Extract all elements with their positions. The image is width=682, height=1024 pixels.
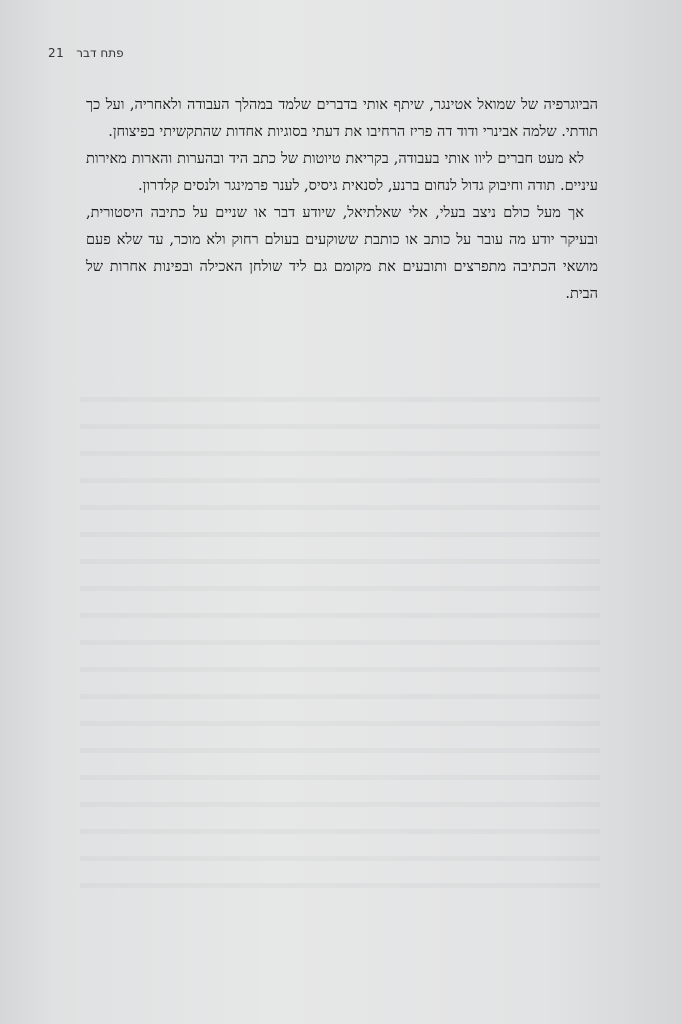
paragraph-1: הביוגרפיה של שמואל אטינגר, שיתף אותי בדברים שלמד במהלך העבודה ולאחריה, ועל כך תודתי. שלמה אבינרי ודוד דה פריז הרחיבו את דעתי בסוגיות אחדות שהתקשיתי בפיצוחן.: [86, 97, 598, 140]
running-title: פתח דבר: [76, 46, 124, 60]
paragraph-2: לא מעט חברים ליוו אותי בעבודה, בקריאת טיוטות של כתב היד ובהערות והארות מאירות עיניים. תודה וחיבוק גדול לנחום ברנע, לסנאית גיסיס, לענר פרמינגר ולנסים קלדרון.: [86, 151, 598, 194]
body-text: [86, 92, 598, 308]
paragraph-3: אך מעל כולם ניצב בעלי, אלי שאלתיאל, שיודע דבר או שניים על כתיבה היסטורית, ובעיקר יודע מה עובר על כותב או כותבת ששוקעים בעולם רחוק ולא מוכר, עד שלא פעם מושאי הכתיבה מתפרצים ותובעים את מקומם גם ליד שולחן האכילה ובפינות אחרות של הבית.: [86, 205, 598, 302]
show-through-text: [80, 380, 600, 900]
running-header: [48, 46, 168, 60]
page-number: 21: [48, 46, 65, 60]
